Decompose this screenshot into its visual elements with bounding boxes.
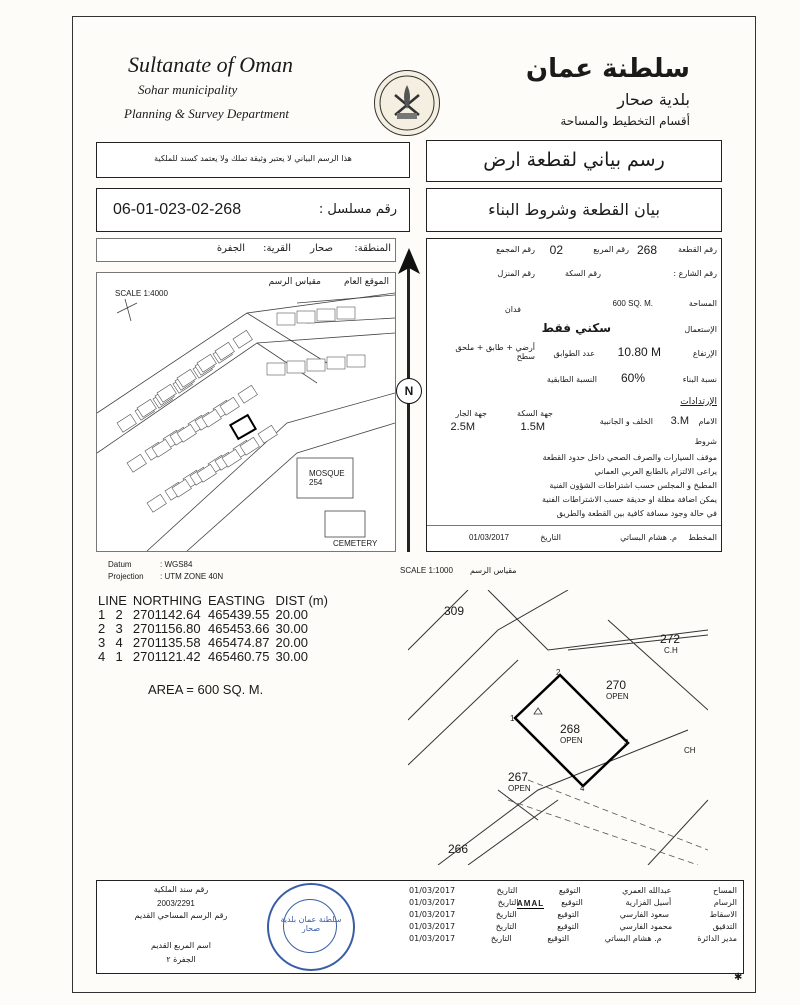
projection-value: : UTM ZONE 40N bbox=[160, 572, 224, 581]
line-from: 3 bbox=[98, 635, 106, 650]
plot-info-panel bbox=[426, 238, 722, 552]
floor-ratio-label: النسبة الطابقية bbox=[546, 375, 597, 384]
condition-2: يراعى الالتزام بالطابع العربي العماني bbox=[594, 467, 717, 476]
table-row bbox=[98, 650, 334, 664]
sig-label: التوقيع bbox=[557, 922, 579, 931]
complex-label: رقم المجمع bbox=[496, 245, 535, 254]
line-from: 2 bbox=[98, 621, 106, 636]
condition-3: المطبخ و المجلس حسب اشتراطات الشؤون الفنية bbox=[549, 481, 717, 490]
sig-date: 01/03/2017 bbox=[409, 886, 456, 895]
serial-box bbox=[96, 188, 410, 232]
village-value: الجفرة bbox=[216, 243, 245, 254]
planner-date-label: التاريخ bbox=[540, 533, 561, 542]
parcel-block bbox=[127, 454, 146, 472]
parcel-block bbox=[267, 363, 285, 375]
department-ar: أقسام التخطيط والمساحة bbox=[560, 114, 690, 128]
sig-role: مدير الدائرة bbox=[697, 934, 737, 943]
easting: 465453.66 bbox=[208, 621, 270, 636]
serial-label: رقم مسلسل : bbox=[318, 202, 397, 217]
col-easting: EASTING bbox=[208, 593, 266, 608]
signature-row bbox=[409, 909, 737, 921]
country-en: Sultanate of Oman bbox=[128, 52, 293, 77]
sig-name: سعود الفارسي bbox=[619, 910, 669, 919]
plot-270: 270 bbox=[606, 678, 627, 692]
parcel-block bbox=[297, 311, 315, 323]
region-label: المنطقة: bbox=[354, 243, 391, 254]
sig-date: 01/03/2017 bbox=[409, 934, 456, 943]
signature-row bbox=[409, 885, 737, 897]
line-to: 1 bbox=[115, 649, 123, 664]
neighbor-label: جهة الجار bbox=[455, 409, 487, 418]
vertex-4: 4 bbox=[580, 784, 585, 793]
planner-date: 01/03/2017 bbox=[468, 533, 509, 542]
title-box bbox=[426, 140, 722, 182]
sig-date-label: التاريخ bbox=[490, 934, 512, 943]
col-line: LINE bbox=[98, 593, 127, 608]
line-from: 1 bbox=[98, 607, 106, 622]
north-arrow-head-icon bbox=[398, 248, 420, 274]
location-map-scale-ar: مقياس الرسم bbox=[268, 277, 321, 287]
northing: 2701135.58 bbox=[132, 635, 201, 650]
coordinates-table bbox=[98, 594, 334, 664]
disclaimer-box bbox=[96, 142, 410, 178]
plot-270-sub: OPEN bbox=[606, 692, 629, 701]
floors-label: عدد الطوابق bbox=[553, 349, 595, 358]
corner-mark-icon: ✱ bbox=[734, 972, 743, 983]
parcel-block bbox=[233, 330, 252, 348]
back-label: الخلف و الجانبية bbox=[599, 417, 653, 426]
department-en: Planning & Survey Department bbox=[124, 106, 289, 121]
plot-number: 268 bbox=[636, 243, 657, 257]
square-number: 02 bbox=[549, 243, 563, 257]
condition-4: يمكن اضافة مظلة او حديقة حسب الاشتراطات الفنية bbox=[542, 495, 717, 504]
setbacks-label: الإرتدادات bbox=[680, 397, 717, 407]
planner-name: م. هشام البساتي bbox=[620, 533, 677, 542]
northing: 2701121.42 bbox=[132, 649, 201, 664]
sig-name: م. هشام البساتي bbox=[604, 934, 662, 943]
municipality-en: Sohar municipality bbox=[138, 82, 238, 97]
parcel-block bbox=[238, 385, 257, 403]
deed-label: رقم سند الملكية bbox=[153, 885, 209, 894]
old-square-label: اسم المربع القديم bbox=[151, 941, 211, 950]
datum-value: : WGS84 bbox=[160, 560, 193, 569]
subtitle: بيان القطعة وشروط البناء bbox=[488, 200, 660, 219]
area-label: المساحة bbox=[688, 299, 717, 308]
ratio-value: 60% bbox=[620, 371, 645, 385]
municipality-ar: بلدية صحار bbox=[617, 90, 690, 109]
line-to: 3 bbox=[115, 621, 123, 636]
col-dist: DIST (m) bbox=[275, 593, 328, 608]
neighbor-value: 2.5M bbox=[450, 421, 475, 433]
location-map-drawing bbox=[97, 273, 395, 551]
disclaimer-text: هذا الرسم البياني لا يعتبر وثيقة تملك ولا يعتمد كسند للملكية bbox=[154, 154, 352, 163]
sig-date-label: التاريخ bbox=[496, 886, 518, 895]
parcel-block bbox=[327, 357, 345, 369]
plot-267: 267 bbox=[508, 770, 529, 784]
northing: 2701156.80 bbox=[132, 621, 201, 636]
sig-role: التدقيق bbox=[712, 922, 737, 931]
wilayat-value: صحار bbox=[310, 243, 333, 254]
signature-row bbox=[409, 933, 737, 945]
vertex-2: 2 bbox=[556, 668, 561, 677]
signature-row bbox=[409, 921, 737, 933]
subtitle-box bbox=[426, 188, 722, 232]
parcel-block bbox=[307, 359, 325, 371]
old-square-value: الجفرة ٢ bbox=[166, 955, 196, 964]
front-value: 3.M bbox=[670, 415, 689, 427]
amal-seal: AMAL bbox=[517, 899, 545, 908]
table-row bbox=[98, 622, 334, 636]
table-row bbox=[98, 608, 334, 622]
sig-label: التوقيع bbox=[557, 910, 580, 919]
sig-name: أسيل الفزارية bbox=[625, 898, 672, 907]
planner-label: المخطط bbox=[688, 533, 717, 542]
parcel-block bbox=[147, 494, 166, 512]
bottom-panel bbox=[96, 880, 744, 974]
detail-scale-ar: مقياس الرسم bbox=[470, 566, 517, 575]
sig-date-label: التاريخ bbox=[495, 910, 517, 919]
alley-side-label: جهة السكة bbox=[517, 409, 553, 418]
distance: 20.00 bbox=[275, 635, 309, 650]
location-map-title: الموقع العام bbox=[344, 277, 389, 287]
deed-value: 2003/2291 bbox=[157, 899, 195, 908]
sig-date: 01/03/2017 bbox=[409, 898, 456, 907]
ch-label: CH bbox=[684, 746, 696, 755]
height-value: 10.80 M bbox=[617, 345, 661, 359]
village-label: القرية: bbox=[263, 243, 291, 254]
plot-272-sub: C.H bbox=[664, 646, 678, 655]
sig-date: 01/03/2017 bbox=[409, 922, 456, 931]
easting: 465439.55 bbox=[208, 607, 270, 622]
line-to: 2 bbox=[115, 607, 123, 622]
parcel-block bbox=[258, 425, 277, 443]
distance: 30.00 bbox=[275, 621, 309, 636]
usage-label: الإستعمال bbox=[684, 325, 717, 334]
street-label: رقم الشارع : bbox=[673, 269, 717, 278]
vertex-3: 3 bbox=[624, 738, 629, 747]
sig-date-label: التاريخ bbox=[497, 898, 519, 907]
distance: 30.00 bbox=[275, 649, 309, 664]
floors-value: أرضي + طابق + ملحق سطح bbox=[455, 343, 535, 361]
area-total: AREA = 600 SQ. M. bbox=[148, 682, 264, 697]
ratio-label: نسبة البناء bbox=[682, 375, 717, 384]
plot-268-sub: OPEN bbox=[560, 736, 583, 745]
serial-number: 06-01-023-02-268 bbox=[113, 201, 242, 218]
plot-266: 266 bbox=[448, 842, 469, 856]
projection-label: Projection bbox=[108, 572, 144, 581]
distance: 20.00 bbox=[275, 607, 309, 622]
sig-date-label: التاريخ bbox=[495, 922, 517, 931]
sig-role: الاسقاط bbox=[709, 910, 737, 919]
subject-plot-marker bbox=[230, 415, 255, 439]
house-label: رقم المنزل bbox=[497, 269, 535, 278]
cemetery-label: CEMETERY bbox=[333, 539, 378, 548]
detail-scale: SCALE 1:1000 bbox=[400, 566, 453, 575]
parcel-block bbox=[347, 355, 365, 367]
height-label: الإرتفاع bbox=[692, 349, 717, 358]
easting: 465474.87 bbox=[208, 635, 270, 650]
sig-label: التوقيع bbox=[547, 934, 570, 943]
back-value: 1.5M bbox=[520, 421, 545, 433]
sig-name: عبدالله العمري bbox=[622, 886, 672, 895]
north-circle: N bbox=[396, 378, 422, 404]
vertex-1: 1 bbox=[510, 714, 515, 723]
mosque-label: MOSQUE 254 bbox=[309, 469, 345, 487]
official-stamp bbox=[267, 883, 355, 971]
parcel-block bbox=[337, 307, 355, 319]
signature-row bbox=[409, 897, 737, 909]
location-map-scale: SCALE 1:4000 bbox=[115, 289, 168, 298]
easting: 465460.75 bbox=[208, 649, 270, 664]
condition-5: في حالة وجود مسافة كافية بين القطعة والطريق bbox=[556, 509, 717, 518]
plot-268: 268 bbox=[560, 722, 581, 736]
document-title: رسم بياني لقطعة ارض bbox=[483, 149, 665, 171]
plot-309: 309 bbox=[444, 604, 465, 618]
parcel-block bbox=[317, 309, 335, 321]
feddan-label: فدان bbox=[504, 305, 521, 314]
parcel-block bbox=[287, 361, 305, 373]
planner-divider bbox=[427, 525, 721, 526]
sig-label: التوقيع bbox=[558, 886, 581, 895]
parcel-block bbox=[117, 414, 136, 432]
table-row bbox=[98, 636, 334, 650]
sig-role: الرسام bbox=[713, 898, 737, 907]
line-from: 4 bbox=[98, 649, 106, 664]
plot-267-sub: OPEN bbox=[508, 784, 531, 793]
line-to: 4 bbox=[115, 635, 123, 650]
area-value: 600 SQ. M. bbox=[612, 299, 653, 308]
old-survey-label: رقم الرسم المساحي القديم bbox=[134, 911, 228, 920]
oman-emblem-icon bbox=[374, 70, 440, 136]
signatures-block bbox=[409, 885, 737, 945]
north-arrow-shaft bbox=[407, 262, 410, 552]
col-northing: NORTHING bbox=[132, 593, 203, 608]
condition-1: موقف السيارات والصرف الصحي داخل حدود القطعة bbox=[542, 453, 717, 462]
sig-date: 01/03/2017 bbox=[409, 910, 456, 919]
region-bar bbox=[96, 238, 396, 262]
sig-name: محمود الفارسي bbox=[619, 922, 673, 931]
coordinates-header-row bbox=[98, 594, 334, 608]
parcel-block bbox=[277, 313, 295, 325]
alley-label: رقم السكة bbox=[564, 269, 601, 278]
sig-role: المساح bbox=[712, 886, 737, 895]
conditions-label: شروط bbox=[694, 437, 717, 446]
square-number-label: رقم المربع bbox=[593, 245, 629, 254]
country-ar: سلطنة عمان bbox=[525, 54, 690, 84]
usage-value: سكني فقط bbox=[541, 321, 611, 335]
stamp-text: سلطنة عمان بلدية صحار bbox=[280, 915, 342, 933]
plot-272: 272 bbox=[660, 632, 681, 646]
plot-number-label: رقم القطعة bbox=[678, 245, 717, 254]
location-map bbox=[96, 272, 396, 552]
sig-label: التوقيع bbox=[561, 898, 583, 907]
northing: 2701142.64 bbox=[132, 607, 201, 622]
front-label: الامام bbox=[698, 417, 717, 426]
detail-map bbox=[408, 590, 708, 865]
datum-label: Datum bbox=[108, 560, 132, 569]
